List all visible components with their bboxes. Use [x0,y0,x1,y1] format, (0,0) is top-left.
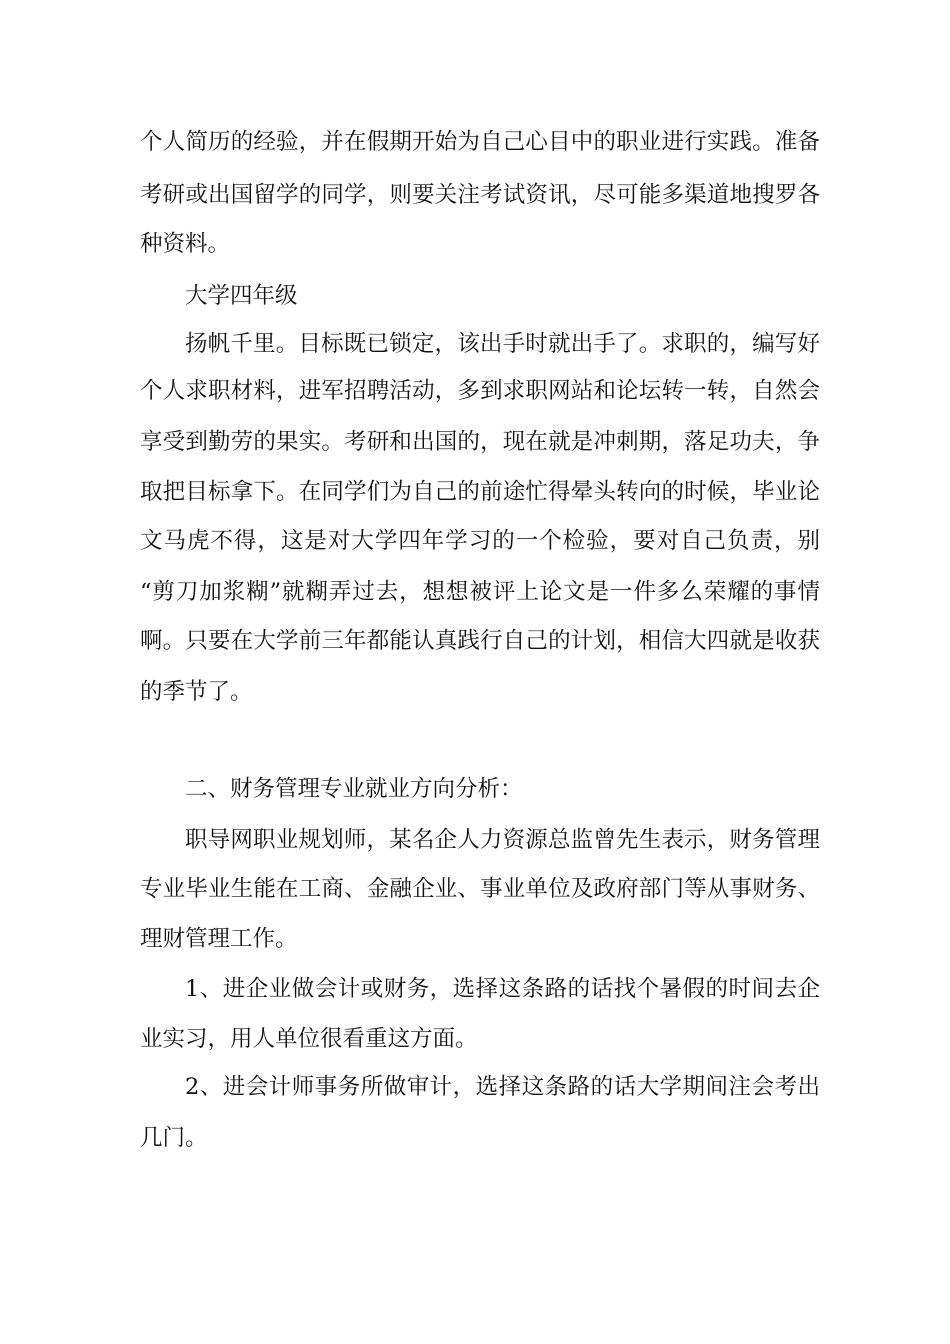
list-item-text: 2、进会计师事务所做审计，选择这条路的话大学期间注会考出 [185,1074,820,1100]
text-line: 取把目标拿下。在同学们为自己的前途忙得晕头转向的时候，毕业论 [140,479,820,505]
text-line: 享受到勤劳的果实。考研和出国的，现在就是冲刺期，落足功夫，争 [140,429,820,455]
list-item-text: 1、进企业做会计或财务，选择这条路的话找个暑假的时间去企 [185,976,820,1002]
text-line: 个人求职材料，进军招聘活动，多到求职网站和论坛转一转，自然会 [140,378,820,404]
text-line: “剪刀加浆糊”就糊弄过去，想想被评上论文是一件多么荣耀的事情 [140,579,820,605]
text-line: 啊。只要在大学前三年都能认真践行自己的计划，相信大四就是收获 [140,628,820,654]
text-line: 考研或出国留学的同学，则要关注考试资讯，尽可能多渠道地搜罗各 [140,182,820,208]
text-line: 文马虎不得，这是对大学四年学习的一个检验，要对自己负责，别 [140,528,820,554]
text-line: 专业毕业生能在工商、金融企业、事业单位及政府部门等从事财务、 [140,876,820,902]
section-heading: 大学四年级 [185,283,298,309]
text-line: 的季节了。 [140,679,253,705]
text-line: 扬帆千里。目标既已锁定，该出手时就出手了。求职的，编写好 [185,331,820,357]
text-line: 种资料。 [140,231,231,257]
section-heading: 二、财务管理专业就业方向分析： [185,776,523,802]
text-line: 理财管理工作。 [140,926,298,952]
text-line: 职导网职业规划师，某名企人力资源总监曾先生表示，财务管理 [185,827,820,853]
text-line: 业实习，用人单位很看重这方面。 [140,1026,478,1052]
text-line: 个人简历的经验，并在假期开始为自己心目中的职业进行实践。准备 [140,129,820,155]
text-line: 几门。 [140,1125,208,1151]
